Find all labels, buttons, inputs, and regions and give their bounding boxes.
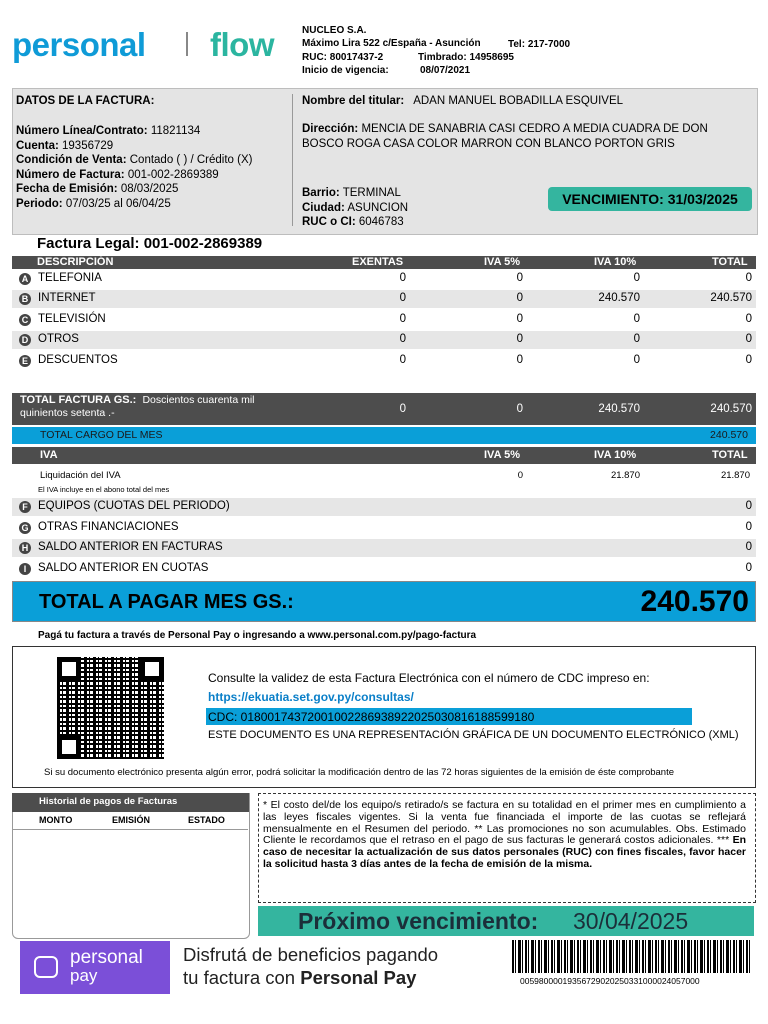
qr-finder <box>57 657 81 681</box>
list-item: I SALDO ANTERIOR EN CUOTAS 0 <box>12 560 756 578</box>
notes-text: * El costo del/de los equipo/s retirado/s se factura en su totalidad en el primer mes en cumplimiento a las leyes fiscales vigentes. Si la venta fue financiada el importe de las cuotas se reflejará mensualmente en el Resumen del periodo. ** Las promociones no son acumulables. Obs. Estimado Cliente le recordamos que el retraso en el pago de sus facturas le generará costos adicionales. *** En caso de necesitar la actualización de sus datos personales (RUC) con fines fiscales, favor hacer la solicitud hasta 3 días antes de la fecha de emisión de la misma. <box>263 799 746 870</box>
ruc-ci: RUC o CI: 6046783 <box>302 216 404 228</box>
qr-finder <box>57 735 81 759</box>
next-due-value: 30/04/2025 <box>573 908 689 934</box>
vigencia-label: Inicio de vigencia: <box>302 65 389 76</box>
condicion-venta: Condición de Venta: Contado ( ) / Crédito (X) <box>16 154 253 166</box>
company-tel: Tel: 217-7000 <box>508 39 571 50</box>
nombre-titular: Nombre del titular: ADAN MANUEL BOBADILLA ESQUIVEL <box>302 95 624 107</box>
letter-i-icon: I <box>19 563 31 575</box>
next-due-bar <box>258 906 754 936</box>
consult-link[interactable]: https://ekuatia.set.gov.py/consultas/ <box>208 690 414 704</box>
consult-text: Consulte la validez de esta Factura Electrónica con el número de CDC impreso en: <box>208 671 650 685</box>
table-row: C TELEVISIÓN 0 0 0 0 <box>12 311 756 329</box>
list-item: F EQUIPOS (CUOTAS DEL PERIODO) 0 <box>12 498 756 516</box>
letter-f-icon: F <box>19 501 31 513</box>
barrio: Barrio: TERMINAL <box>302 187 401 199</box>
personal-pay-logo: personal pay <box>20 941 170 994</box>
ciudad: Ciudad: ASUNCION <box>302 201 409 214</box>
letter-e-icon: E <box>19 355 31 367</box>
history-title-bar: Historial de pagos de Facturas <box>12 793 249 812</box>
pay-note: Pagá tu factura a través de Personal Pay o ingresando a www.personal.com.py/pago-factura <box>38 630 477 641</box>
liquidacion-row: Liquidación del IVA 0 21.870 21.870 <box>40 470 750 481</box>
company-ruc: RUC: 80017437-2 <box>302 52 384 63</box>
qr-finder <box>140 657 164 681</box>
promo-line1: Disfrutá de beneficios pagando <box>183 944 439 965</box>
direccion: Dirección: MENCIA DE SANABRIA CASI CEDRO A MEDIA CUADRA DE DON BOSCO ROGA CASA COLOR MARRON CON BLANCO PORTON GRIS <box>302 123 708 150</box>
letter-b-icon: B <box>19 293 31 305</box>
table-row: A TELEFONIA 0 0 0 0 <box>12 270 756 288</box>
next-due-label: Próximo vencimiento: <box>298 908 539 934</box>
factura-legal: Factura Legal: 001-002-2869389 <box>37 235 263 252</box>
total-pagar-label: TOTAL A PAGAR MES GS.: <box>39 591 294 613</box>
table-row: E DESCUENTOS 0 0 0 0 <box>12 352 756 370</box>
company-name: NUCLEO S.A. <box>302 25 367 36</box>
list-item: H SALDO ANTERIOR EN FACTURAS 0 <box>12 539 756 557</box>
table-row: D OTROS 0 0 0 0 <box>12 331 756 349</box>
company-address: Máximo Lira 522 c/España - Asunción <box>302 38 481 49</box>
linea-contrato: Número Línea/Contrato: 11821134 <box>16 125 201 137</box>
letter-c-icon: C <box>19 314 31 326</box>
list-item: G OTRAS FINANCIACIONES 0 <box>12 519 756 537</box>
history-columns: MONTO EMISIÓN ESTADO <box>12 812 248 830</box>
personal-logo: personal <box>12 26 146 63</box>
promo-line2: tu factura con Personal Pay <box>183 967 417 988</box>
letter-d-icon: D <box>19 334 31 346</box>
pay-link[interactable]: www.personal.com.py/pago-factura <box>307 630 477 641</box>
xml-representation: ESTE DOCUMENTO ES UNA REPRESENTACIÓN GRÁFICA DE UN DOCUMENTO ELECTRÓNICO (XML) <box>208 729 739 741</box>
box-divider <box>292 94 293 226</box>
numero-factura: Número de Factura: 001-002-2869389 <box>16 168 219 181</box>
letter-a-icon: A <box>19 273 31 285</box>
table-header: DESCRIPCIÓN EXENTAS IVA 5% IVA 10% TOTAL <box>12 256 756 269</box>
error-note: Si su documento electrónico presenta algún error, podrá solicitar la modificación dentro de las 72 horas siguientes de la emisión de éste comprobante <box>44 767 675 778</box>
iva-note: El IVA incluye en el abono total del mes <box>38 485 170 494</box>
cuenta: Cuenta: 19356729 <box>16 139 114 152</box>
table-row: B INTERNET 0 0 240.570 240.570 <box>12 290 756 308</box>
vencimiento-badge: VENCIMIENTO: 31/03/2025 <box>548 187 752 211</box>
barcode-number: 00598000019356729020250331000024057000 <box>520 976 700 986</box>
pay-icon <box>34 956 58 978</box>
total-factura-row: TOTAL FACTURA GS.: Doscientos cuarenta mil quinientos setenta .- 0 0 240.570 240.570 <box>12 393 756 425</box>
periodo: Periodo: 07/03/25 al 06/04/25 <box>16 197 171 210</box>
invoice-data-title: DATOS DE LA FACTURA: <box>16 95 155 107</box>
letter-h-icon: H <box>19 542 31 554</box>
total-pagar-value: 240.570 <box>640 585 749 618</box>
cdc-number: CDC: 01800174372001002286938922025030816188599180 <box>208 710 535 724</box>
logo-divider <box>186 32 188 56</box>
barcode <box>512 940 752 973</box>
total-cargo-row: TOTAL CARGO DEL MES 240.570 <box>12 427 756 444</box>
fecha-emision: Fecha de Emisión: 08/03/2025 <box>16 183 179 195</box>
vigencia-value: 08/07/2021 <box>420 65 471 76</box>
flow-logo: flow <box>210 26 274 63</box>
total-pagar-bar <box>12 581 756 622</box>
company-timbrado: Timbrado: 14958695 <box>418 52 514 63</box>
iva-header: IVA IVA 5% IVA 10% TOTAL <box>12 447 756 464</box>
letter-g-icon: G <box>19 522 31 534</box>
